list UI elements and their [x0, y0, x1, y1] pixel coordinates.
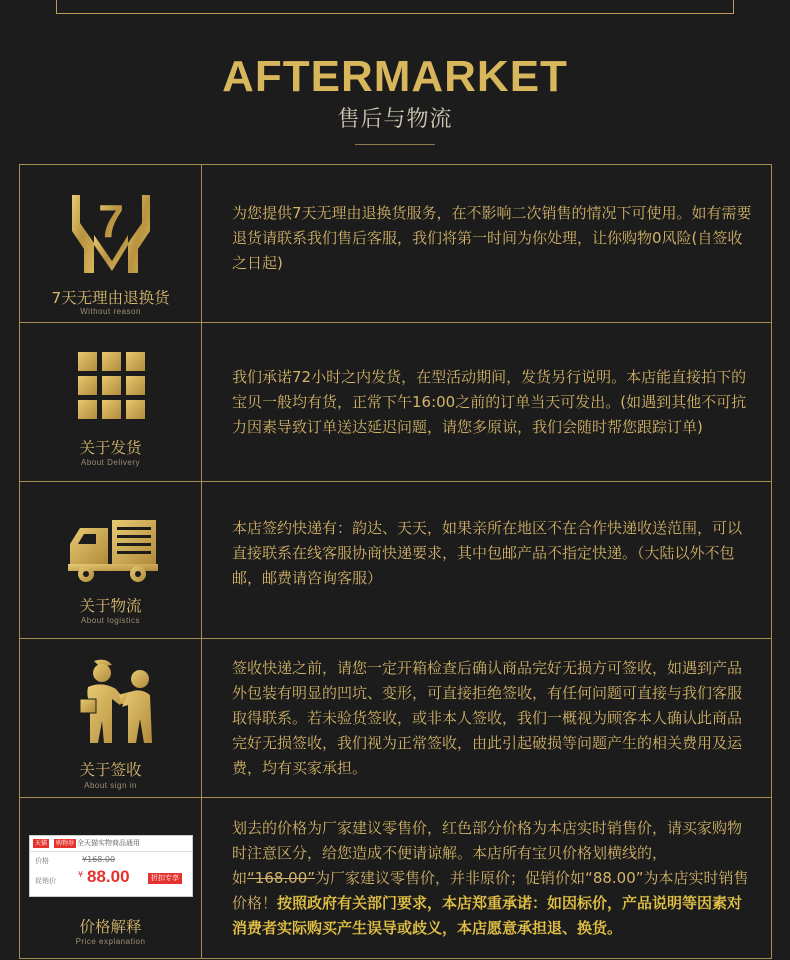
- row-title: 关于发货: [79, 439, 142, 457]
- tag-promo-label: 促销价: [35, 877, 56, 885]
- subtitle-divider: [355, 144, 435, 145]
- row-text: [202, 165, 771, 322]
- svg-text:7: 7: [98, 195, 124, 247]
- row-subtitle: About logistics: [80, 616, 141, 625]
- row-logistics: [20, 482, 771, 639]
- tag-currency: ¥: [78, 870, 84, 879]
- logistics-text: 本店签约快递有：韵达、天天，如果亲所在地区不在合作快递收送范围，可以直接联系在线客服协商快递要求，其中包邮产品不指定快递。（大陆以外不包邮，邮费请咨询客服）: [232, 518, 743, 587]
- icon-cell: [20, 482, 202, 638]
- row-text: [202, 482, 771, 638]
- row-text: [202, 323, 771, 481]
- icon-cell: [20, 639, 202, 797]
- price-text-strike: “168.00”: [247, 868, 316, 887]
- price-text-a: 划去的价格为厂家建议零售价，红色部分价格为本店实时销售价，请买家购物时注意区分，给您造成不便请谅解。本店所有宝贝价格划横线的，如: [232, 818, 743, 887]
- row-delivery: [20, 323, 771, 482]
- row-subtitle: About sign in: [84, 781, 137, 790]
- icon-cell: [20, 323, 202, 481]
- tag-original-price: ¥168.00: [82, 855, 116, 864]
- price-tag-icon: [29, 835, 193, 897]
- page-subtitle: 售后与物流: [337, 107, 453, 132]
- row-text: [202, 798, 771, 958]
- row-subtitle: Price explanation: [75, 937, 146, 946]
- icon-cell: [20, 798, 202, 958]
- tag-header: [30, 836, 192, 852]
- row-subtitle: About Delivery: [80, 458, 141, 467]
- row-subtitle: Without reason: [80, 307, 141, 316]
- aftermarket-table: [19, 164, 772, 959]
- delivery-text: 我们承诺72小时之内发货，在型活动期间，发货另行说明。本店能直接拍下的宝贝一般均有货，正常下午16:00之前的订单当天可发出。(如遇到其他不可抗力因素导致订单送达延迟问题，请您多原谅，我们会随时帮您跟踪订单): [232, 367, 747, 436]
- row-title: 7天无理由退换货: [51, 289, 170, 307]
- row-title: 关于签收: [79, 761, 142, 779]
- coupon-badge: 购物券: [56, 840, 75, 847]
- price-explanation-text: [232, 816, 755, 941]
- row-return-policy: [20, 165, 771, 323]
- tmall-badge: 天猫: [35, 840, 48, 847]
- row-title: 关于物流: [79, 597, 142, 615]
- price-text-bold: 按照政府有关部门要求，本店郑重承诺：如因标价，产品说明等因素对消费者实际购买产生误导或歧义，本店愿意承担退、换货。: [232, 893, 743, 937]
- row-title: 价格解释: [79, 918, 142, 936]
- tag-promo-price: 88.00: [87, 867, 130, 886]
- price-text-b: 为厂家建议零售价，并非原价；促销价如“88.00”为本店实时销售价格！: [232, 868, 749, 912]
- row-price-explanation: [20, 798, 771, 958]
- row-text: [202, 639, 771, 797]
- page-title: AFTERMARKET: [222, 52, 568, 101]
- sign-in-text: 签收快递之前，请您一定开箱检查后确认商品完好无损方可签收，如遇到产品外包装有明显的凹坑、变形，可直接拒绝签收，有任何问题可直接与我们客服取得联系。若未验货签收，或非本人签收，我们一概视为顾客本人确认此商品完好无损签收，我们视为正常签收，由此引起破损等问题产生的相关费用及运费，均有买家承担。: [232, 658, 743, 777]
- top-frame: [56, 0, 734, 14]
- icon-cell: [20, 165, 202, 322]
- tag-header-text: 全天猫实物商品通用: [77, 839, 140, 847]
- tag-discount-badge: 折扣专享: [148, 873, 182, 884]
- row-sign-in: [20, 639, 771, 798]
- tag-price-label: 价格: [35, 857, 49, 865]
- return-policy-text: 为您提供7天无理由退换货服务，在不影响二次销售的情况下可使用。如有需要退货请联系我们售后客服，我们将第一时间为你处理，让你购物0风险(自签收之日起): [232, 204, 752, 272]
